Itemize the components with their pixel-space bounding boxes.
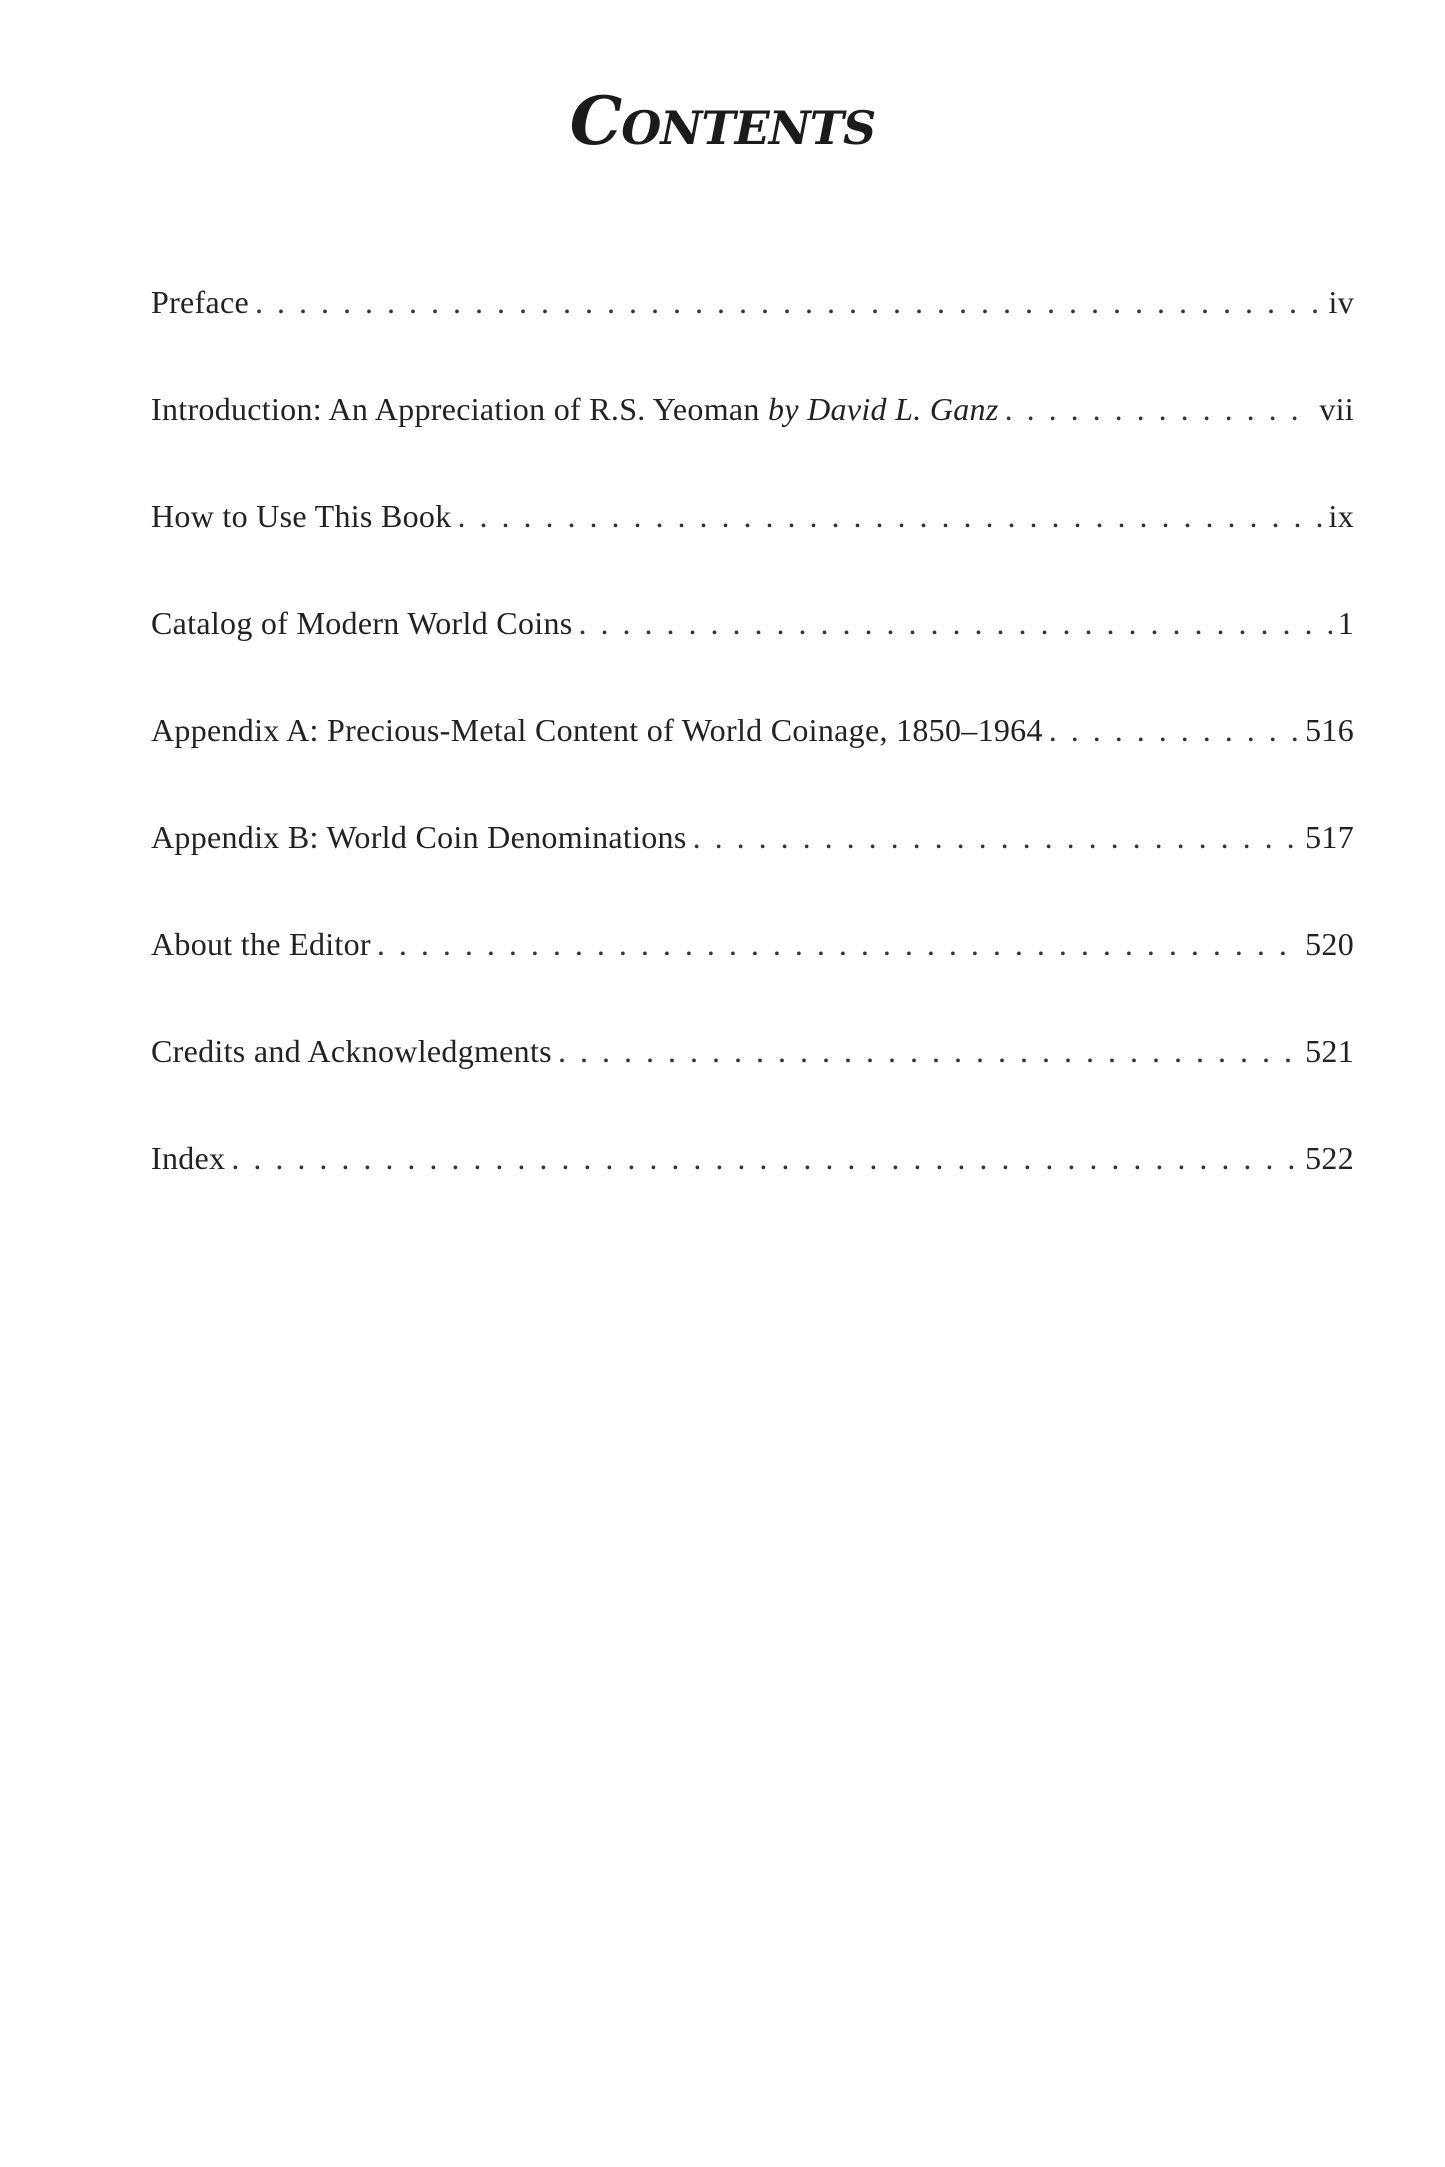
toc-entry (151, 917, 1354, 1024)
toc-leader-dots (255, 275, 1322, 329)
toc-entry-label: Credits and Acknowledgments (151, 1033, 552, 1069)
toc-entry-page: 522 (1305, 1140, 1354, 1176)
toc-entry-label: How to Use This Book (151, 498, 452, 534)
toc-entry-label: About the Editor (151, 926, 371, 962)
toc-entry-page: 520 (1305, 926, 1354, 962)
toc-entry (151, 1131, 1354, 1238)
toc-entry-page: ix (1328, 498, 1354, 534)
toc-entry (151, 596, 1354, 703)
toc-leader-dots (458, 489, 1323, 543)
toc-entry-label: Appendix B: World Coin Denominations (151, 819, 687, 855)
table-of-contents (151, 275, 1354, 1238)
page-title: Contents (569, 82, 876, 160)
toc-entry-label: Index (151, 1140, 226, 1176)
toc-entry-page: 1 (1337, 605, 1354, 641)
toc-entry-label (151, 382, 999, 436)
toc-entry (151, 275, 1354, 382)
toc-entry-page: vii (1319, 391, 1354, 427)
toc-entry-page: iv (1328, 284, 1354, 320)
toc-leader-dots (558, 1024, 1299, 1078)
toc-entry-author: by David L. Ganz (768, 391, 999, 427)
toc-entry (151, 810, 1354, 917)
toc-leader-dots (693, 810, 1299, 864)
toc-entry-title: Introduction: An Appreciation of R.S. Yeoman (151, 391, 769, 427)
toc-entry-page: 521 (1305, 1033, 1354, 1069)
toc-entry-page: 516 (1305, 712, 1354, 748)
toc-entry-page: 517 (1305, 819, 1354, 855)
toc-entry (151, 382, 1354, 489)
toc-leader-dots (231, 1131, 1299, 1185)
toc-entry (151, 489, 1354, 596)
toc-leader-dots (377, 917, 1299, 971)
toc-entry (151, 1024, 1354, 1131)
toc-leader-dots (1049, 703, 1299, 757)
toc-leader-dots (579, 596, 1332, 650)
toc-leader-dots (1005, 382, 1314, 436)
toc-entry (151, 703, 1354, 810)
toc-entry-label: Catalog of Modern World Coins (151, 605, 573, 641)
toc-entry-label: Appendix A: Precious-Metal Content of World Coinage, 1850–1964 (151, 712, 1043, 748)
toc-entry-label: Preface (151, 284, 250, 320)
